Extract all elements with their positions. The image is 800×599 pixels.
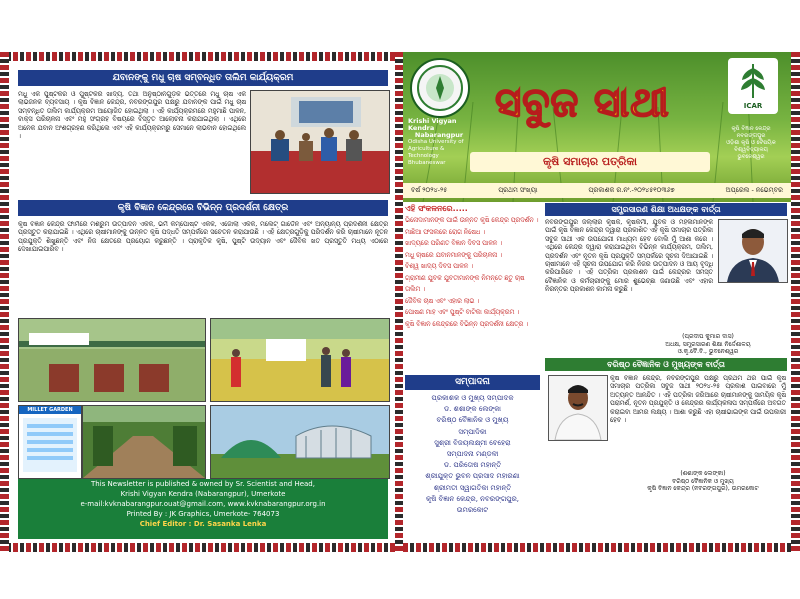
highlights-heading: ଏହି ସଂକଳନରେ..... — [405, 203, 540, 215]
training-photo — [250, 90, 390, 194]
demo-units-heading: କୃଷି ବିଜ୍ଞାନ କେନ୍ଦ୍ରରେ ବିଭିନ୍ନ ପ୍ରଦର୍ଶନୀ କ୍ଷେତ୍ର — [18, 200, 388, 216]
publisher-footer — [18, 479, 388, 539]
editor-role: ସମ୍ପାଦନା ମଣ୍ଡଳୀ — [446, 450, 499, 459]
issue-info-bar — [403, 183, 791, 198]
highlight-item: ପୋଷଣ ମାହ ଏବଂ ପୁଷ୍ଟି ବାଟିକା କାର୍ଯ୍ୟକ୍ରମ । — [405, 309, 520, 316]
head-sign-org: କୃଷି ବିଜ୍ଞାନ କେନ୍ଦ୍ର (ନବରଙ୍ଗପୁର), ଉମରକୋଟ — [647, 485, 759, 492]
editor-name: ଡ. ପରିତୋଷ ମହାନ୍ତି — [443, 461, 502, 470]
right-org-line-3: ଓଡ଼ିଶା କୃଷି ଓ ବୈଷୟିକ — [726, 140, 776, 146]
millet-board-title: MILLET GARDEN — [19, 406, 81, 414]
kvk-name: Krishi Vigyan Kendra — [408, 117, 457, 132]
highlight-item: ମାଛିଆ ଫସଲରେ ରୋଗ ନିଷେଧ । — [405, 228, 486, 236]
editor-role: ପ୍ରକାଶକ ଓ ମୁଖ୍ୟ ସମ୍ପାଦକ — [431, 394, 514, 402]
editor-name: ଶ୍ରୀମତୀ ସ୍ୱାଗତିକା ମହାନ୍ତି — [433, 483, 512, 492]
director-message: ନବରଙ୍ଗପୁର ଜିଲ୍ଲାର କୃଷକ, କୃଷିକର୍ମୀ, ଯୁବକ ଓ ମହିଳାମାନଙ୍କ ପାଇଁ କୃଷି ବିଜ୍ଞାନ କେନ୍ଦ୍ର ଦ୍ୱାରା ପ୍ରକାଶିତ ଏହି କୃଷି ସମାଚାର ପତ୍ରିକା ସବୁଜ ସାଥୀ ଏକ ଉପଯୋଗୀ ମାଧ୍ୟମ ହେବ ବୋଲି ମୁଁ ଆଶା କରେ । ଏଥିରେ କେନ୍ଦ୍ର ଦ୍ୱାରା କରାଯାଇଥିବା ବିଭିନ୍ନ କାର୍ଯ୍ୟକ୍ରମ, ତାଲିମ, ପ୍ରଦର୍ଶନ ଏବଂ ନୂତନ କୃଷି ପ୍ରଯୁକ୍ତି ସମ୍ପର୍କରେ ସୂଚନା ଦିଆଯାଇଛି । ଚାଷୀମାନେ ଏହି ସୂଚନା ଉପଯୋଗ କରି ନିଜର ଉତ୍ପାଦନ ଓ ଆୟ ବୃଦ୍ଧି କରିପାରିବେ । ଏହି ପତ୍ରିକା ପ୍ରକାଶନ ପାଇଁ କେନ୍ଦ୍ରର ସମସ୍ତ ବୈଜ୍ଞାନିକ ଓ କର୍ମଚାରୀଙ୍କୁ ମୋର ଶୁଭେଚ୍ଛା ଜଣାଉଛି ଏବଂ ଏହାର ନିରନ୍ତର ପ୍ରକାଶନ କାମନା କରୁଛି । — [545, 219, 713, 294]
right-border — [791, 52, 800, 552]
right-org-caption — [716, 126, 786, 161]
footer-chief-editor: Chief Editor : Dr. Sasanka Lenka — [139, 520, 267, 528]
director-sign-title: ଅଧକ୍ଷ, ସମ୍ପ୍ରସାରଣ ଶିକ୍ଷା ନିର୍ଦ୍ଦେଶାଳୟ — [665, 340, 751, 348]
honey-training-article: ମଧୁ ଏକ ପୁଷ୍ଟିକର ଓ ପୁଷ୍ଟିକର ଖାଦ୍ୟ, ତଥା ଅନୁଷ୍ଠାନଗୁଡ଼ିକ ଭିତ୍ତିରେ ମଧୁ ଚାଷ ଏକ ଲାଭଜନକ ବ୍ୟବସାୟ । କୃଷି ବିଜ୍ଞାନ କେନ୍ଦ୍ର, ନବରଙ୍ଗପୁର ପକ୍ଷରୁ ଯବାନଙ୍କ ପାଇଁ ମଧୁ ଚାଷ ସମ୍ବନ୍ଧିତ ତାଲିମ କାର୍ଯ୍ୟକ୍ରମ ଆୟୋଜିତ ହୋଇଥିଲା । ଏହି କାର୍ଯ୍ୟକ୍ରମରେ ମହୁମାଛି ପାଳନ, ବାକ୍ସ ପରିଚାଳନା ଏବଂ ମହୁ ସଂଗ୍ରହ ବିଷୟରେ ବିସ୍ତୃତ ଆଲୋଚନା କରାଯାଇଥିଲା । ଏଥିରେ ଅନେକ ଯବାନ ଅଂଶଗ୍ରହଣ କରିଥିଲେ ଏବଂ ଏହି କାର୍ଯ୍ୟକ୍ରମରୁ ସେମାନେ ଲାଭବାନ ହୋଇଥିଲେ । — [18, 91, 246, 141]
kvk-caption — [408, 118, 470, 167]
issue-year: ବର୍ଷ ୨୦୨୪-୨୫ — [411, 186, 448, 194]
footer-line-1: This Newsletter is published & owned by Sr. Scientist and Head, — [91, 480, 315, 488]
editorial-board — [405, 393, 540, 516]
kvk-location: Nabarangpur — [414, 131, 464, 139]
ouat-name-3: Bhubaneswar — [408, 160, 446, 166]
icar-logo — [728, 58, 778, 114]
center-fold-border — [395, 52, 403, 552]
highlight-item: ଭିନୋଦାମାନଙ୍କ ପାଇଁ ଉନ୍ନତ କୃଷି କେନ୍ଦ୍ର ପ୍ରଦର୍ଶନ । — [405, 217, 539, 224]
footer-line-2: Krishi Vigyan Kendra (Nabarangpur), Umerkote — [120, 490, 286, 498]
millet-garden-board — [18, 405, 82, 479]
head-message-heading: ବରିଷ୍ଠ ବୈଜ୍ଞାନିକ ଓ ମୁଖ୍ୟଙ୍କ ବାର୍ତ୍ତା — [545, 358, 787, 371]
left-border — [0, 52, 9, 552]
footer-email: e-mail:kvknabarangpur.ouat@gmail.com, www.kvknabarangpur.org.in — [80, 500, 326, 508]
editor-name: ଡ. ଶଶାଙ୍କ ଲେଙ୍କା — [443, 405, 501, 414]
highlight-item: ଗ୍ରାମୀଣ ଯୁବକ ଯୁବତୀମାନଙ୍କ ନିମନ୍ତେ ଛତୁ ଚାଷ ତାଲିମ । — [405, 274, 525, 293]
polyhouse-photo — [210, 405, 390, 479]
editor-role: ସମ୍ପାଦିକା — [458, 427, 487, 436]
ouat-name-2: Agriculture & Technology — [408, 146, 445, 159]
right-org-line-1: କୃଷି ବିଜ୍ଞାନ କେନ୍ଦ୍ର — [731, 126, 771, 132]
highlight-item: ମଧୁ ଚାଷରେ ଯବାନମାନଙ୍କୁ ପରିଚାଳନା । — [405, 251, 503, 259]
issue-registration: ପ୍ରକାଶକ ର.ନଂ.-୨୦୨୪୫୧୦୩୬୭ — [588, 186, 675, 194]
highlight-item: କୃଷି ବିଜ୍ଞାନ କେନ୍ଦ୍ରରେ ବିଭିନ୍ନ ପ୍ରଦର୍ଶନୀ କ୍ଷେତ୍ର । — [405, 320, 529, 328]
field-visit-photo — [210, 318, 390, 402]
issue-number: ପ୍ରଥମ ସଂଖ୍ୟା — [498, 186, 538, 194]
right-org-line-4: ବିଶ୍ୱବିଦ୍ୟାଳୟ — [734, 147, 768, 153]
director-signature-block — [630, 333, 786, 356]
demo-units-article: କୃଷି ବିଜ୍ଞାନ କେନ୍ଦ୍ର ଫାର୍ମରେ ମଶରୁମ ଉତ୍ପାଦନ ଏକକ, ଭର୍ମି କମ୍ପୋଷ୍ଟ ଏକକ, ଏଜୋଲା ଏକକ, ମିଲେଟ୍ ଗାର୍ଡେନ ଏବଂ ଅନ୍ୟାନ୍ୟ ପ୍ରଦର୍ଶନୀ କ୍ଷେତ୍ର ପ୍ରସ୍ତୁତ କରାଯାଇଛି । ଏଥିରେ ଚାଷୀମାନଙ୍କୁ ଉନ୍ନତ କୃଷି ପଦ୍ଧତି ସମ୍ପର୍କରେ ସଚେତନ କରାଯାଉଛି । ଏହି କ୍ଷେତ୍ରଗୁଡ଼ିକୁ ପରିଦର୍ଶନ କରି ଚାଷୀମାନେ ନୂତନ ପ୍ରଯୁକ୍ତି ଶିଖୁଛନ୍ତି ଏବଂ ନିଜ କ୍ଷେତରେ ପ୍ରୟୋଗ କରୁଛନ୍ତି । ପ୍ରାକୃତିକ କୃଷି, ପୁଷ୍ଟି ଉଦ୍ୟାନ ଏବଂ ଜୈବିକ ଖତ ପ୍ରସ୍ତୁତି ମଧ୍ୟ ଏଠାରେ ଦେଖାଯାଇପାରିବ । — [18, 221, 388, 254]
director-photo — [718, 219, 788, 283]
highlight-item: ଜୈବିକ ଚାଷ ଏବଂ ଏହାର ଲାଭ । — [405, 297, 480, 305]
highlights-list — [405, 215, 540, 330]
head-sign-name: (ଶଶାଙ୍କ ଲେଙ୍କା) — [680, 470, 726, 477]
issue-period: ଅପ୍ରେଲ - ନଭେମ୍ବର — [725, 186, 783, 194]
director-sign-name: (ପ୍ରଦୀପ କୁମାର ଦାସ) — [682, 333, 734, 340]
editorial-heading: ସମ୍ପାଦନା — [405, 375, 540, 390]
head-signature-block — [620, 470, 786, 493]
footer-printer: Printed By : JK Graphics, Umerkote- 764073 — [126, 510, 280, 518]
highlight-item: ଖାଦ୍ୟରେ ପରିଣତ ବିଜ୍ଞାନ ଦିବସ ପାଳନ । — [405, 240, 503, 247]
newsletter-subtitle: କୃଷି ସମାଚାର ପତ୍ରିକା — [470, 152, 710, 172]
editor-org: କୃଷି ବିଜ୍ଞାନ କେନ୍ଦ୍ର, ନବରଙ୍ଗପୁର, — [425, 494, 520, 503]
millet-garden-photo — [82, 405, 206, 479]
ouat-name-1: Odisha University of — [408, 139, 464, 145]
right-org-line-2: ନବରଙ୍ଗପୁର — [736, 133, 766, 139]
editor-name: ସୁଶ୍ରୀ ବିଜୟଲକ୍ଷ୍ମୀ ବେହେରା — [434, 438, 511, 447]
head-message: କୃଷି ବିଜ୍ଞାନ କେନ୍ଦ୍ର, ନବରଙ୍ଗପୁର ପକ୍ଷରୁ ପ୍ରଥମ ଥର ପାଇଁ କୃଷି ସମାଚାର ପତ୍ରିକା ସବୁଜ ସାଥୀ ୨୦୨୪-୨୫ ପ୍ରକାଶ ପାଇବାରେ ମୁଁ ଅତ୍ୟନ୍ତ ଆନନ୍ଦିତ । ଏହି ପତ୍ରିକା ଜରିଆରେ ଚାଷୀମାନଙ୍କୁ ସାମୟିକ କୃଷି ପରାମର୍ଶ, ନୂତନ ପ୍ରଯୁକ୍ତି ଓ କେନ୍ଦ୍ରର କାର୍ଯ୍ୟକଳାପ ସମ୍ପର୍କରେ ଅବଗତ କରାଇବା ଆମର ଲକ୍ଷ୍ୟ । ଆଶା କରୁଛି ଏହା ଚାଷୀଭାଇଙ୍କ ପାଇଁ ଉପକାରୀ ହେବ । — [610, 375, 786, 425]
head-photo — [548, 375, 608, 441]
director-sign-org: ଓ.କୃ.ବୈ.ବି., ଭୁବନେଶ୍ୱର — [677, 348, 739, 355]
director-message-heading: ସମ୍ପ୍ରସାରଣ ଶିକ୍ଷା ଅଧକ୍ଷଙ୍କ ବାର୍ତ୍ତା — [545, 203, 787, 216]
honey-training-heading: ଯବାନଙ୍କୁ ମଧୁ ଚାଷ ସମ୍ବନ୍ଧିତ ତାଲିମ କାର୍ଯ୍ୟକ୍ରମ — [18, 70, 388, 86]
head-sign-title: ବରିଷ୍ଠ ବୈଜ୍ଞାନିକ ଓ ମୁଖ୍ୟ — [672, 477, 734, 485]
right-org-line-5: ଭୁବନେଶ୍ୱର — [737, 154, 765, 160]
icar-label: ICAR — [743, 102, 763, 110]
vermicompost-unit-photo — [18, 318, 206, 402]
editor-name: ଶ୍ରୀଯୁକ୍ତ ଭୁବନ ପ୍ରସାଦ ମହାରଣା — [425, 472, 520, 481]
highlight-item: ବିଶ୍ୱ ଖାଦ୍ୟ ଦିବସ ପାଳନ । — [405, 263, 474, 270]
editor-location: ଉମରକୋଟ — [456, 506, 489, 515]
editor-title: ବରିଷ୍ଠ ବୈଜ୍ଞାନିକ ଓ ମୁଖ୍ୟ — [436, 416, 509, 425]
kvk-logo — [410, 58, 470, 118]
newsletter-title: ସବୁଜ ସାଥୀ — [495, 80, 670, 126]
